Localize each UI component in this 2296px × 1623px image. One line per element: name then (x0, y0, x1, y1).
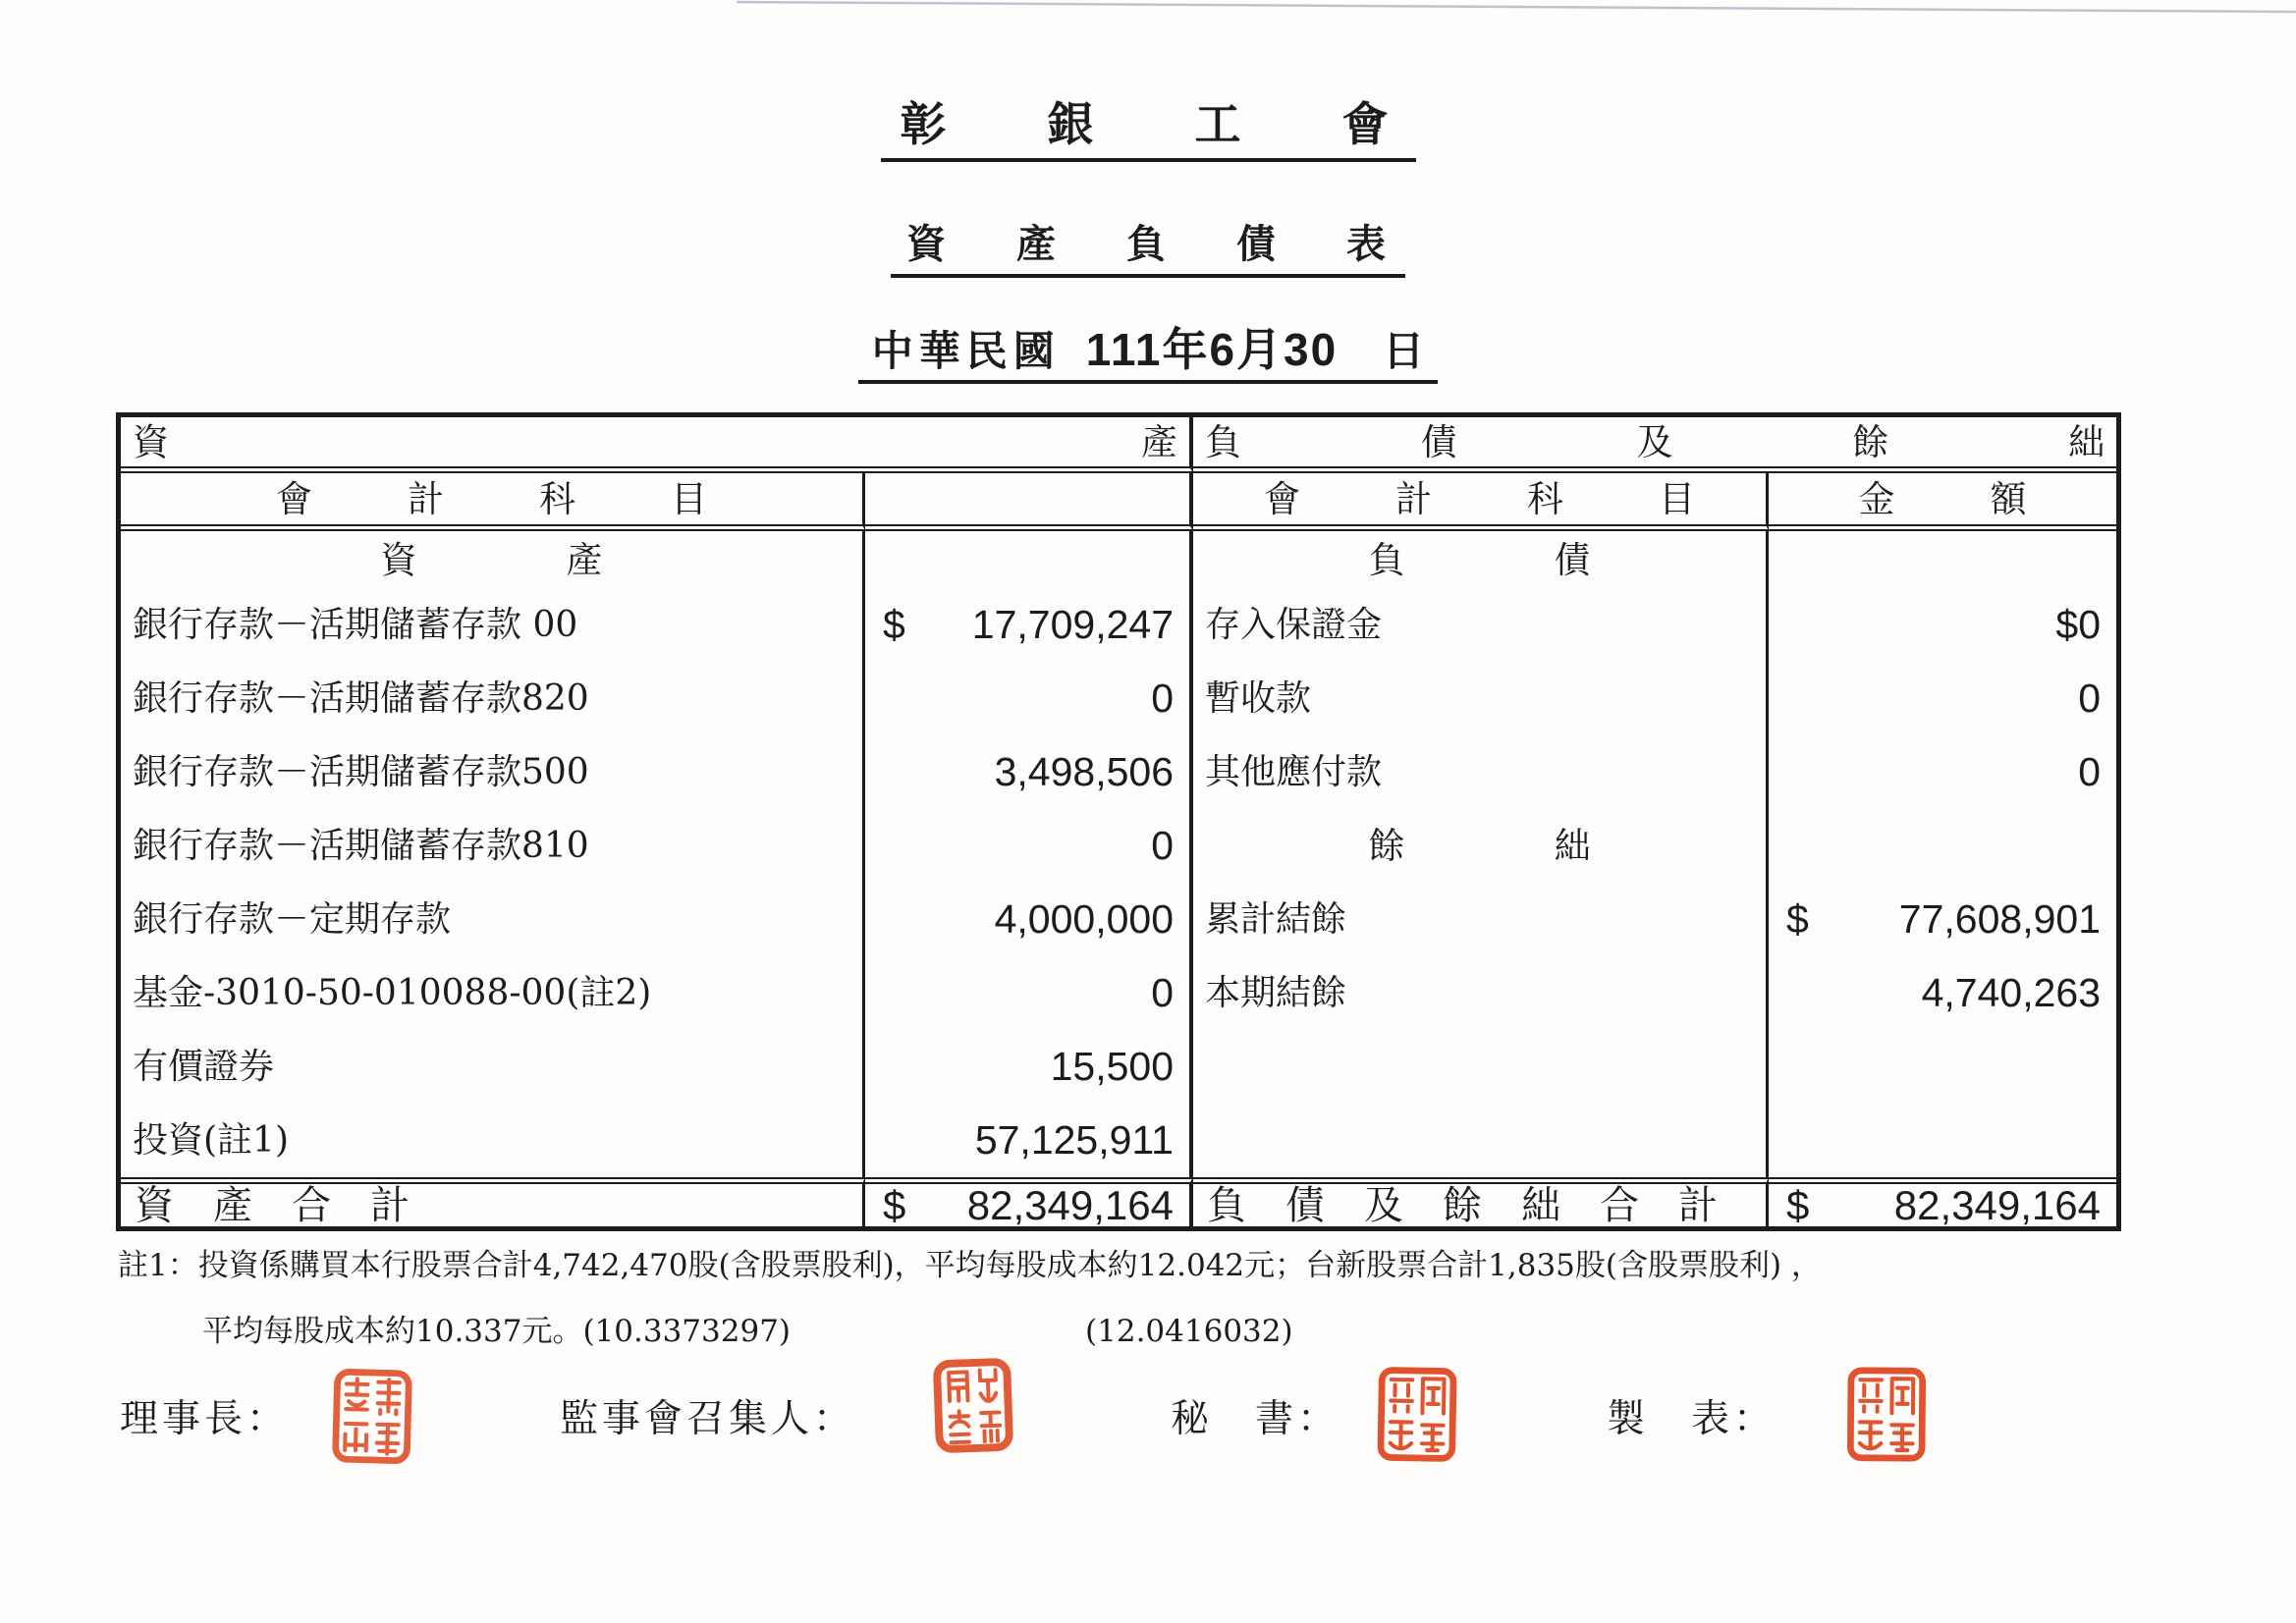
surplus-account-1: 累計結餘 (1193, 883, 1769, 956)
amount-value: 57,125,911 (974, 1117, 1174, 1163)
assets-section-header: 資 產 (121, 531, 865, 588)
amount-value: 0 (2078, 749, 2101, 794)
document-header (0, 0, 2296, 384)
liability-amount-3 (1769, 735, 2116, 809)
asset-account-6: 基金-3010-50-010088-00(註2) (121, 956, 865, 1030)
footnote-line-2 (118, 1314, 2239, 1349)
report-date (858, 324, 1438, 384)
amount-value: 0 (2078, 676, 2101, 721)
asset-amount-2 (865, 662, 1193, 735)
asset-account-4: 銀行存款－活期儲蓄存款810 (121, 809, 865, 883)
amount-value: 82,349,164 (966, 1181, 1174, 1226)
liabilities-total-amount (1769, 1177, 2116, 1226)
column-header-amount-left (865, 473, 1193, 531)
asset-amount-3 (865, 735, 1193, 809)
amount-value: 0 (1151, 970, 1174, 1015)
surplus-section-header: 餘 絀 (1193, 809, 1769, 883)
footnotes (118, 1248, 2239, 1349)
liabilities-banner-char: 及 (1636, 420, 1673, 463)
column-header-accounts-right: 會 計 科 目 (1193, 473, 1769, 531)
liability-amount-1 (1769, 588, 2116, 662)
assets-banner (121, 417, 1193, 473)
amount-value: 17,709,247 (971, 602, 1174, 647)
empty-cell (1769, 1030, 2116, 1104)
asset-amount-1 (865, 588, 1193, 662)
date-value: 111年6月30 (1085, 324, 1339, 375)
liability-amount-2 (1769, 662, 2116, 735)
liabilities-banner-char: 絀 (2068, 420, 2105, 463)
assets-banner-char: 資 (133, 420, 169, 463)
empty-cell (1769, 1104, 2116, 1177)
assets-total-label: 資 產 合 計 (121, 1177, 865, 1226)
currency-sign: $ (883, 602, 905, 647)
amount-value: $0 (2055, 602, 2101, 647)
amount-value: 0 (1151, 676, 1174, 721)
date-prefix: 中華民國 (871, 327, 1061, 375)
amount-value: 82,349,164 (1893, 1181, 2101, 1226)
amount-value: 15,500 (1050, 1044, 1174, 1089)
amount-value: 3,498,506 (994, 749, 1174, 794)
assets-banner-char: 產 (1141, 420, 1177, 463)
liabilities-banner-char: 餘 (1852, 420, 1889, 463)
empty-cell (1769, 809, 2116, 883)
asset-account-2: 銀行存款－活期儲蓄存款820 (121, 662, 865, 735)
signature-label-chairman: 理事長： (120, 1397, 290, 1441)
surplus-amount-1 (1769, 883, 2116, 956)
footnote-line-1: 註1：投資係購買本行股票合計4,742,470股(含股票股利)，平均每股成本約12.042元；台新股票合計1,835股(含股票股利) ， (118, 1248, 1822, 1283)
signature-row (0, 1367, 2296, 1504)
signature-label-preparer: 製 表： (1607, 1397, 1777, 1441)
empty-cell (865, 531, 1193, 588)
liabilities-banner (1193, 417, 2116, 473)
preparer-seal-stamp-icon (1846, 1367, 1928, 1463)
secretary-seal-stamp-icon (1376, 1366, 1458, 1462)
column-header-amount-right: 金 額 (1769, 473, 2116, 531)
asset-account-7: 有價證券 (121, 1030, 865, 1104)
footnote-line-2-right: (12.0416032) (1085, 1314, 1293, 1349)
surplus-account-2: 本期結餘 (1193, 956, 1769, 1030)
asset-amount-7 (865, 1030, 1193, 1104)
asset-account-1: 銀行存款－活期儲蓄存款 00 (121, 588, 865, 662)
chairman-seal-stamp-icon (331, 1368, 414, 1465)
amount-value: 4,000,000 (994, 896, 1174, 942)
supervisory-convener-seal-stamp-icon (927, 1357, 1018, 1453)
asset-account-8: 投資(註1) (121, 1104, 865, 1177)
asset-amount-4 (865, 809, 1193, 883)
page-title: 彰 銀 工 會 (881, 102, 1416, 162)
empty-cell (1769, 531, 2116, 588)
footnote-line-2-left: 平均每股成本約10.337元。(10.3373297) (202, 1314, 792, 1349)
amount-value: 4,740,263 (1921, 970, 2101, 1015)
empty-cell (1193, 1104, 1769, 1177)
liabilities-section-header: 負 債 (1193, 531, 1769, 588)
amount-value: 77,608,901 (1898, 896, 2101, 942)
liabilities-banner-char: 債 (1420, 420, 1457, 463)
liabilities-total-label: 負 債 及 餘 絀 合 計 (1193, 1177, 1769, 1226)
assets-total-amount (865, 1177, 1193, 1226)
currency-sign: $ (1786, 896, 1809, 942)
asset-amount-6 (865, 956, 1193, 1030)
asset-account-3: 銀行存款－活期儲蓄存款500 (121, 735, 865, 809)
signature-label-secretary: 秘 書： (1171, 1397, 1340, 1441)
liability-account-2: 暫收款 (1193, 662, 1769, 735)
balance-sheet-table (116, 412, 2121, 1231)
asset-amount-8 (865, 1104, 1193, 1177)
asset-amount-5 (865, 883, 1193, 956)
empty-cell (1193, 1030, 1769, 1104)
amount-value: 0 (1151, 823, 1174, 868)
date-suffix: 日 (1383, 327, 1425, 375)
surplus-amount-2 (1769, 956, 2116, 1030)
currency-sign: $ (883, 1181, 906, 1226)
currency-sign: $ (1786, 1181, 1810, 1226)
report-title: 資 產 負 債 表 (891, 225, 1405, 278)
liability-account-3: 其他應付款 (1193, 735, 1769, 809)
asset-account-5: 銀行存款－定期存款 (121, 883, 865, 956)
liabilities-banner-char: 負 (1205, 420, 1241, 463)
column-header-accounts-left: 會 計 科 目 (121, 473, 865, 531)
liability-account-1: 存入保證金 (1193, 588, 1769, 662)
signature-label-supervisory-convener: 監事會召集人： (560, 1397, 856, 1441)
